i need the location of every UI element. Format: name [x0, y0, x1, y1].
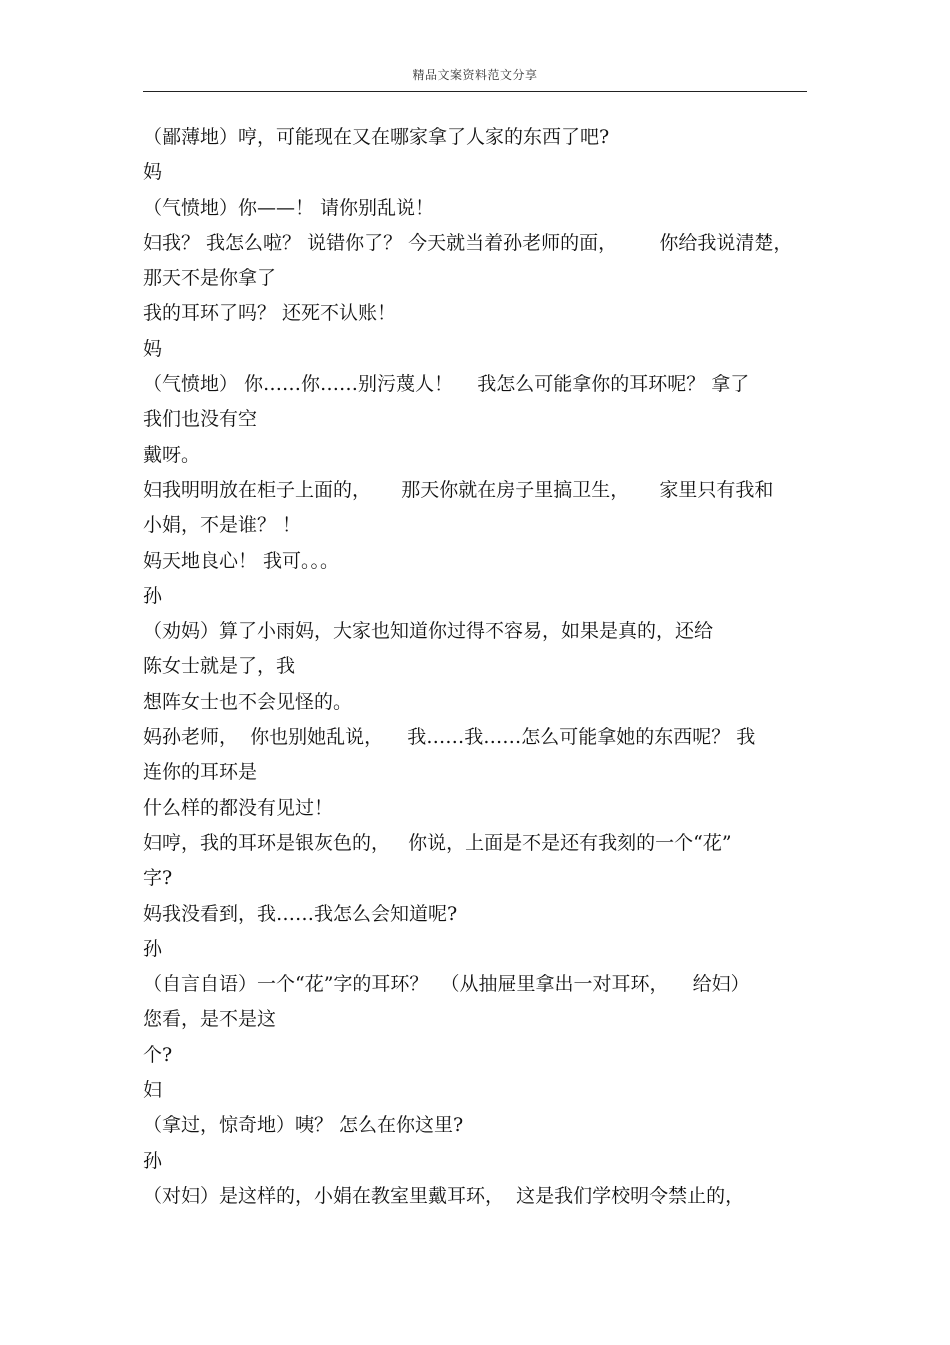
- text-line: （自言自语）一个“花”字的耳环？ （从抽屉里拿出一对耳环， 给妇）: [143, 973, 750, 996]
- text-line: 妈我没看到，我……我怎么会知道呢?: [143, 902, 458, 925]
- text-line: （对妇）是这样的，小娟在教室里戴耳环， 这是我们学校明令禁止的，: [143, 1184, 745, 1207]
- text-line: 妈: [143, 337, 163, 360]
- text-line: 孙: [143, 1149, 163, 1172]
- text-line: 您看，是不是这: [143, 1008, 277, 1031]
- document-body: [143, 120, 807, 1214]
- text-line: 妈: [143, 161, 163, 184]
- text-line: 妇我？ 我怎么啦？ 说错你了？ 今天就当着孙老师的面， 你给我说清楚，: [143, 231, 793, 254]
- text-line: （气愤地） 你……你……别污蔑人！ 我怎么可能拿你的耳环呢？ 拿了: [143, 373, 750, 396]
- text-line: 妈孙老师， 你也别她乱说， 我……我……怎么可能拿她的东西呢？ 我: [143, 726, 756, 749]
- header-divider: [143, 91, 807, 92]
- text-line: （鄙薄地）哼，可能现在又在哪家拿了人家的东西了吧?: [143, 126, 610, 148]
- text-line: （气愤地）你——！ 请你别乱说！: [143, 196, 435, 219]
- text-line: 字?: [143, 867, 173, 890]
- text-line: 那天不是你拿了: [143, 267, 277, 290]
- text-line: 妇哼，我的耳环是银灰色的， 你说，上面是不是还有我刻的一个“花”: [143, 831, 732, 854]
- text-line: 孙: [143, 937, 163, 960]
- text-line: 陈女士就是了，我: [143, 655, 296, 678]
- text-line: 妈天地良心！ 我可。。。: [143, 549, 340, 572]
- text-line: 戴呀。: [143, 443, 201, 466]
- text-line: 个?: [143, 1043, 173, 1066]
- text-line: 小娟，不是谁？ ！: [143, 514, 302, 537]
- text-line: 什么样的都没有见过！: [143, 796, 334, 819]
- text-line: （劝妈）算了小雨妈，大家也知道你过得不容易，如果是真的，还给: [143, 620, 714, 643]
- text-line: 我的耳环了吗？ 还死不认账！: [143, 302, 397, 325]
- text-line: 想阵女士也不会见怪的。: [143, 690, 353, 713]
- text-line: 孙: [143, 584, 163, 607]
- text-line: 妇: [143, 1079, 163, 1102]
- page-header: 精品文案资料范文分享: [412, 68, 538, 82]
- text-line: 妇我明明放在柜子上面的， 那天你就在房子里搞卫生， 家里只有我和: [143, 478, 774, 501]
- text-line: 我们也没有空: [143, 408, 258, 431]
- text-line: （拿过，惊奇地）咦？ 怎么在你这里?: [143, 1114, 464, 1137]
- text-line: 连你的耳环是: [143, 761, 258, 784]
